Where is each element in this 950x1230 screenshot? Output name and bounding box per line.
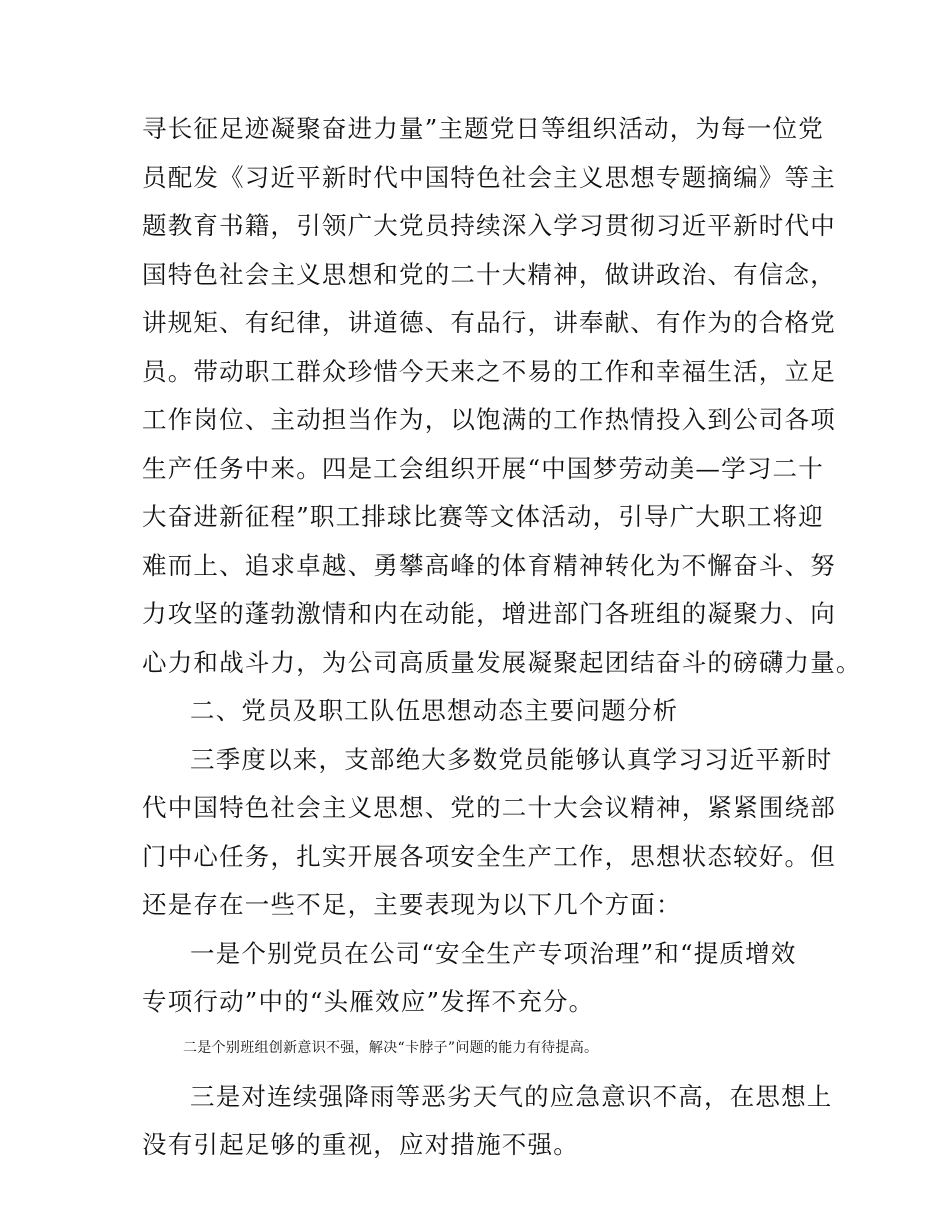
text-line: 门中心任务，扎实开展各项安全生产工作，思想状态较好。但 <box>142 842 836 871</box>
paragraph-first-line: 三季度以来，支部绝大多数党员能够认真学习习近平新时 <box>190 745 833 774</box>
text-line: 题教育书籍，引领广大党员持续深入学习贯彻习近平新时代中 <box>142 211 836 240</box>
text-line: 专项行动”中的“头雁效应”发挥不充分。 <box>142 987 595 1016</box>
paragraph-first-line: 三是对连续强降雨等恶劣天气的应急意识不高，在思想上 <box>190 1082 833 1111</box>
text-line: 心力和战斗力，为公司高质量发展凝聚起团结奋斗的磅礴力量。 <box>142 648 862 677</box>
text-line: 大奋进新征程”职工排球比赛等文体活动，引导广大职工将迎 <box>142 502 824 531</box>
text-line: 力攻坚的蓬勃激情和内在动能，增进部门各班组的凝聚力、向 <box>142 599 836 628</box>
text-line: 寻长征足迹凝聚奋进力量”主题党日等组织活动，为每一位党 <box>142 114 824 143</box>
text-line: 员配发《习近平新时代中国特色社会主义思想专题摘编》等主 <box>142 163 836 192</box>
text-line: 难而上、追求卓越、勇攀高峰的体育精神转化为不懈奋斗、努 <box>142 551 836 580</box>
small-text-line: 二是个别班组创新意识不强，解决“卡脖子”问题的能力有待提高。 <box>183 1040 599 1056</box>
text-line: 还是存在一些不足，主要表现为以下几个方面： <box>142 890 682 919</box>
text-line: 员。带动职工群众珍惜今天来之不易的工作和幸福生活，立足 <box>142 357 836 386</box>
text-line: 没有引起足够的重视，应对措施不强。 <box>142 1130 579 1159</box>
section-heading: 二、党员及职工队伍思想动态主要问题分析 <box>190 696 679 725</box>
text-line: 工作岗位、主动担当作为，以饱满的工作热情投入到公司各项 <box>142 405 836 434</box>
text-line: 代中国特色社会主义思想、党的二十大会议精神，紧紧围绕部 <box>142 793 836 822</box>
text-line: 生产任务中来。四是工会组织开展“中国梦劳动美—学习二十 <box>142 454 824 483</box>
text-line: 讲规矩、有纪律，讲道德、有品行，讲奉献、有作为的合格党 <box>142 308 836 337</box>
paragraph-first-line: 一是个别党员在公司“安全生产专项治理”和“提质增效 <box>190 939 797 968</box>
text-line: 国特色社会主义思想和党的二十大精神，做讲政治、有信念， <box>142 260 836 289</box>
